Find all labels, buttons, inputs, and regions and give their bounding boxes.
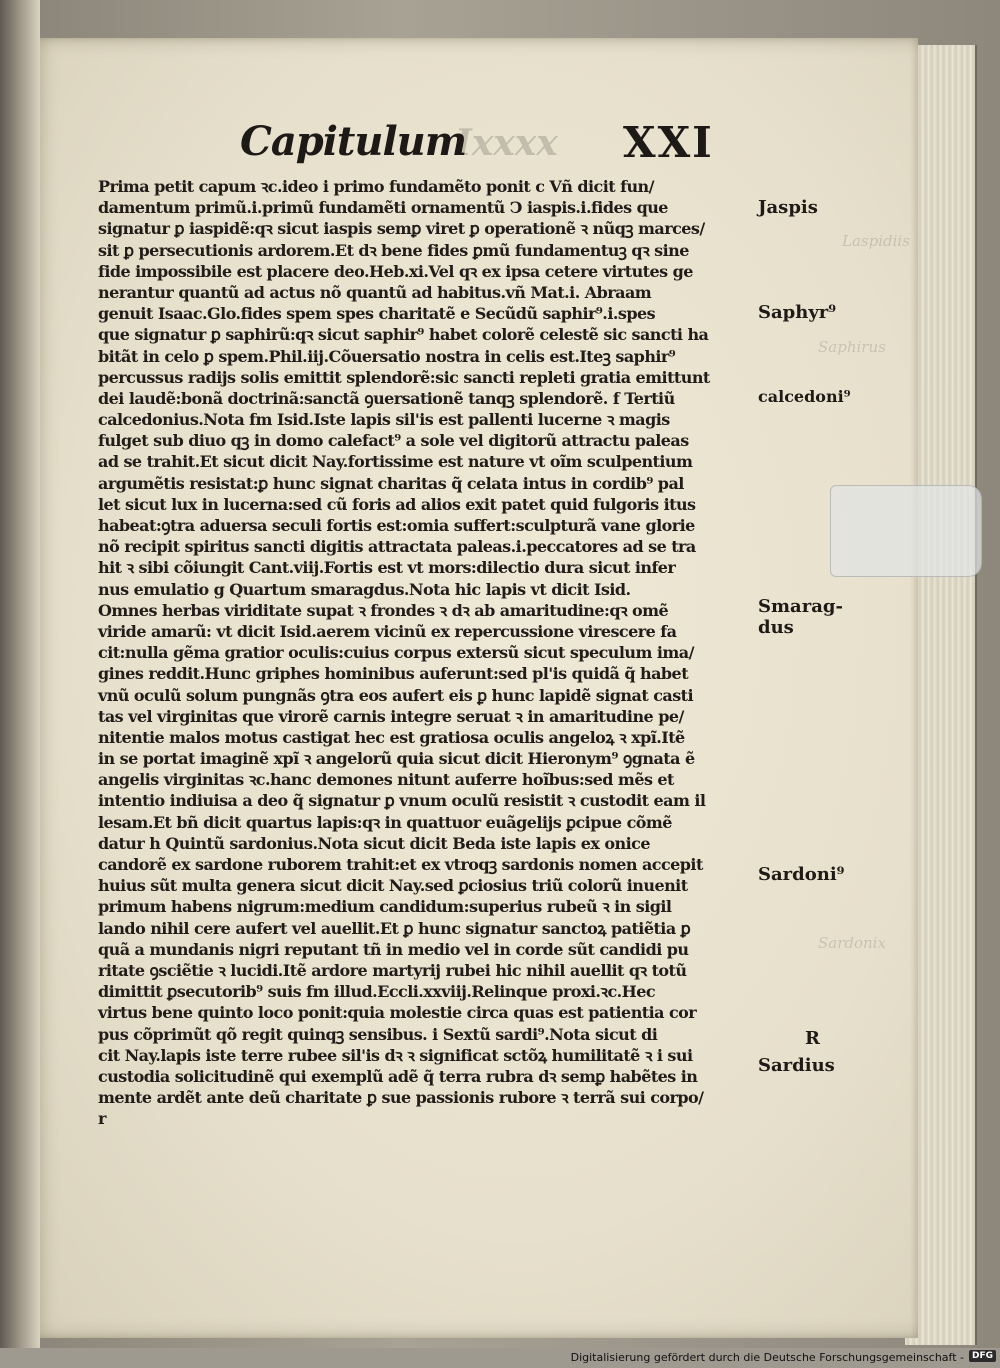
- text-line: cit Nay.lapis iste terre rubee sil'is dꝛ ꝛ significat sctõꝝ humilitatẽ ꝛ i sui: [98, 1045, 693, 1065]
- text-line: percussus radijs solis emittit splendorẽ:sic sancti repleti gratia emittunt: [98, 367, 710, 387]
- text-line: custodia solicitudinẽ qui exemplũ adẽ q̃ terra rubra dꝛ semꝑ habẽtes in: [98, 1066, 698, 1086]
- text-line: bitãt in celo ꝑ spem.Phil.iij.Cõuersatio nostra in celis est.Iteꝫ saphir⁹: [98, 346, 676, 366]
- text-line: datur h Quintũ sardonius.Nota sicut dicit Beda iste lapis ex onice: [98, 833, 650, 853]
- text-line: viride amarũ: vt dicit Isid.aerem vicinũ ex repercussione virescere fa: [98, 621, 677, 641]
- text-line: nõ recipit spiritus sancti digitis attractata paleas.i.peccatores ad se tra: [98, 537, 696, 557]
- text-line: gines reddit.Hunc griphes hominibus auferunt:sed pl'is quidã q̃ habet: [98, 664, 689, 684]
- text-line: ritate ꝯsciẽtie ꝛ lucidi.Itẽ ardore martyrij rubei hic nihil auellit qꝛ totũ: [98, 960, 687, 980]
- body-text: [98, 176, 758, 1129]
- margin-smarag: Smarag-: [758, 596, 843, 617]
- margin-sardius: Sardius: [758, 1055, 835, 1076]
- book-spine: [0, 0, 40, 1368]
- plastic-page-clip: [830, 485, 982, 577]
- text-line: primum habens nigrum:medium candidum:superius rubeũ ꝛ in sigil: [98, 897, 672, 917]
- text-line: quã a mundanis nigri reputant tñ in medio vel in corde sũt candidi pu: [98, 939, 689, 959]
- text-line: tas vel virginitas que virorẽ carnis integre seruat ꝛ in amaritudine pe/: [98, 706, 684, 726]
- text-line: habeat:ꝯtra aduersa seculi fortis est:omia suffert:sculpturã vane glorie: [98, 516, 695, 535]
- text-line: let sicut lux in lucerna:sed cũ foris ad alios exit patet quid fulgoris itus: [98, 494, 696, 514]
- text-line: intentio indiuisa a deo q̃ signatur ꝑ vnum oculũ resistit ꝛ custodit eam il: [98, 791, 706, 811]
- text-line: ad se trahit.Et sicut dicit Nay.fortissime est nature vt oĩm sculpentium: [98, 452, 693, 472]
- margin-r-mark: R: [805, 1028, 820, 1049]
- text-line: signatur ꝑ iaspidẽ:qꝛ sicut iaspis semꝑ viret ꝑ operationẽ ꝛ nũqꝫ marces/: [98, 219, 705, 239]
- text-line: argumẽtis resistat:ꝑ hunc signat charitas q̃ celata intus in cordib⁹ pal: [98, 473, 684, 493]
- show-through-text: Ixxxx: [455, 122, 558, 164]
- text-line: lando nihil cere aufert vel auellit.Et ꝑ hunc signatur sanctoꝝ patiẽtia ꝑ: [98, 918, 691, 938]
- text-line: r: [98, 1109, 106, 1129]
- text-line: lesam.Et bñ dicit quartus lapis:qꝛ in quattuor euãgelijs ꝑcipue cõmẽ: [98, 812, 672, 832]
- text-line: fide impossibile est placere deo.Heb.xi.Vel qꝛ ex ipsa cetere virtutes ge: [98, 261, 693, 281]
- text-line: mente ardẽt ante deũ charitate ꝑ sue passionis rubore ꝛ terrã sui corpo/: [98, 1088, 704, 1108]
- text-line: pus cõprimũt qõ regit quinqꝫ sensibus. i Sextũ sardi⁹.Nota sicut di: [98, 1024, 658, 1044]
- text-line: candorẽ ex sardone ruborem trahit:et ex vtroqꝫ sardonis nomen accepit: [98, 855, 703, 874]
- show-through-margin: Saphirus: [818, 338, 886, 356]
- margin-dus: dus: [758, 617, 794, 638]
- text-line: cit:nulla gẽma gratior oculis:cuius corpus extersũ sicut speculum ima/: [98, 643, 694, 663]
- text-line: huius sũt multa genera sicut dicit Nay.sed ꝑciosius triũ colorũ inuenit: [98, 876, 688, 896]
- text-line: hit ꝛ sibi cõiungit Cant.viij.Fortis est vt mors:dilectio dura sicut infer: [98, 558, 676, 578]
- chapter-header: [240, 118, 740, 168]
- text-line: fulget sub diuo qꝫ in domo calefact⁹ a sole vel digitorũ attractu paleas: [98, 431, 689, 451]
- text-line: genuit Isaac.Glo.fides spem spes charitatẽ e Secũdũ saphir⁹.i.spes: [98, 304, 656, 324]
- text-line: vnũ oculũ solum pungnãs ꝯtra eos aufert eis ꝑ hunc lapidẽ signat casti: [98, 685, 694, 705]
- chapter-title-word: Capitulum: [240, 118, 467, 165]
- text-line: nerantur quantũ ad actus nõ quantũ ad habitus.vñ Mat.i. Abraam: [98, 282, 652, 302]
- margin-saphyr: Saphyr⁹: [758, 302, 837, 323]
- text-line: sit ꝑ persecutionis ardorem.Et dꝛ bene fides ꝑmũ fundamentuꝫ qꝛ sine: [98, 240, 689, 260]
- text-line: que signatur ꝑ saphirũ:qꝛ sicut saphir⁹ habet colorẽ celestẽ sic sancti ha: [98, 325, 709, 345]
- margin-calcedoni: calcedoni⁹: [758, 387, 851, 406]
- text-line: calcedonius.Nota fm Isid.Iste lapis sil'is est pallenti lucerne ꝛ magis: [98, 410, 670, 430]
- text-line: nus emulatio g Quartum smaragdus.Nota hic lapis vt dicit Isid.: [98, 579, 631, 599]
- text-line: dei laudẽ:bonã doctrinã:sanctã ꝯuersationẽ tanqꝫ splendorẽ. f Tertiũ: [98, 388, 675, 408]
- dfg-logo: DFG: [969, 1350, 996, 1362]
- text-line: angelis virginitas ꝛc.hanc demones nitunt auferre hoĩbus:sed mẽs et: [98, 770, 674, 790]
- text-line: in se portat imaginẽ xpĩ ꝛ angelorũ quia sicut dicit Hieronym⁹ ꝯgnata ẽ: [98, 749, 695, 769]
- text-line: Prima petit capum ꝛc.ideo i primo fundamẽto ponit c Vñ dicit fun/: [98, 177, 654, 196]
- chapter-number: XXI: [623, 118, 714, 167]
- show-through-margin: Sardonix: [818, 934, 886, 952]
- digitization-credit: Digitalisierung gefördert durch die Deutsche Forschungsgemeinschaft -: [570, 1351, 964, 1364]
- show-through-margin: Laspidiis: [842, 232, 910, 250]
- text-line: damentum primũ.i.primũ fundamẽti ornamentũ Ↄ iaspis.i.fides que: [98, 198, 668, 218]
- text-line: Omnes herbas viriditate supat ꝛ frondes ꝛ dꝛ ab amaritudine:qꝛ omẽ: [98, 600, 669, 620]
- text-line: virtus bene quinto loco ponit:quia molestie circa quas est patientia cor: [98, 1003, 697, 1023]
- margin-jaspis: Jaspis: [758, 197, 818, 218]
- margin-sardoni: Sardoni⁹: [758, 864, 845, 885]
- text-line: dimittit ꝑsecutorib⁹ suis fm illud.Eccli.xxviij.Relinque proxi.ꝛc.Hec: [98, 982, 656, 1002]
- text-line: nitentie malos motus castigat hec est gratiosa oculis angeloꝝ ꝛ xpĩ.Itẽ: [98, 727, 685, 747]
